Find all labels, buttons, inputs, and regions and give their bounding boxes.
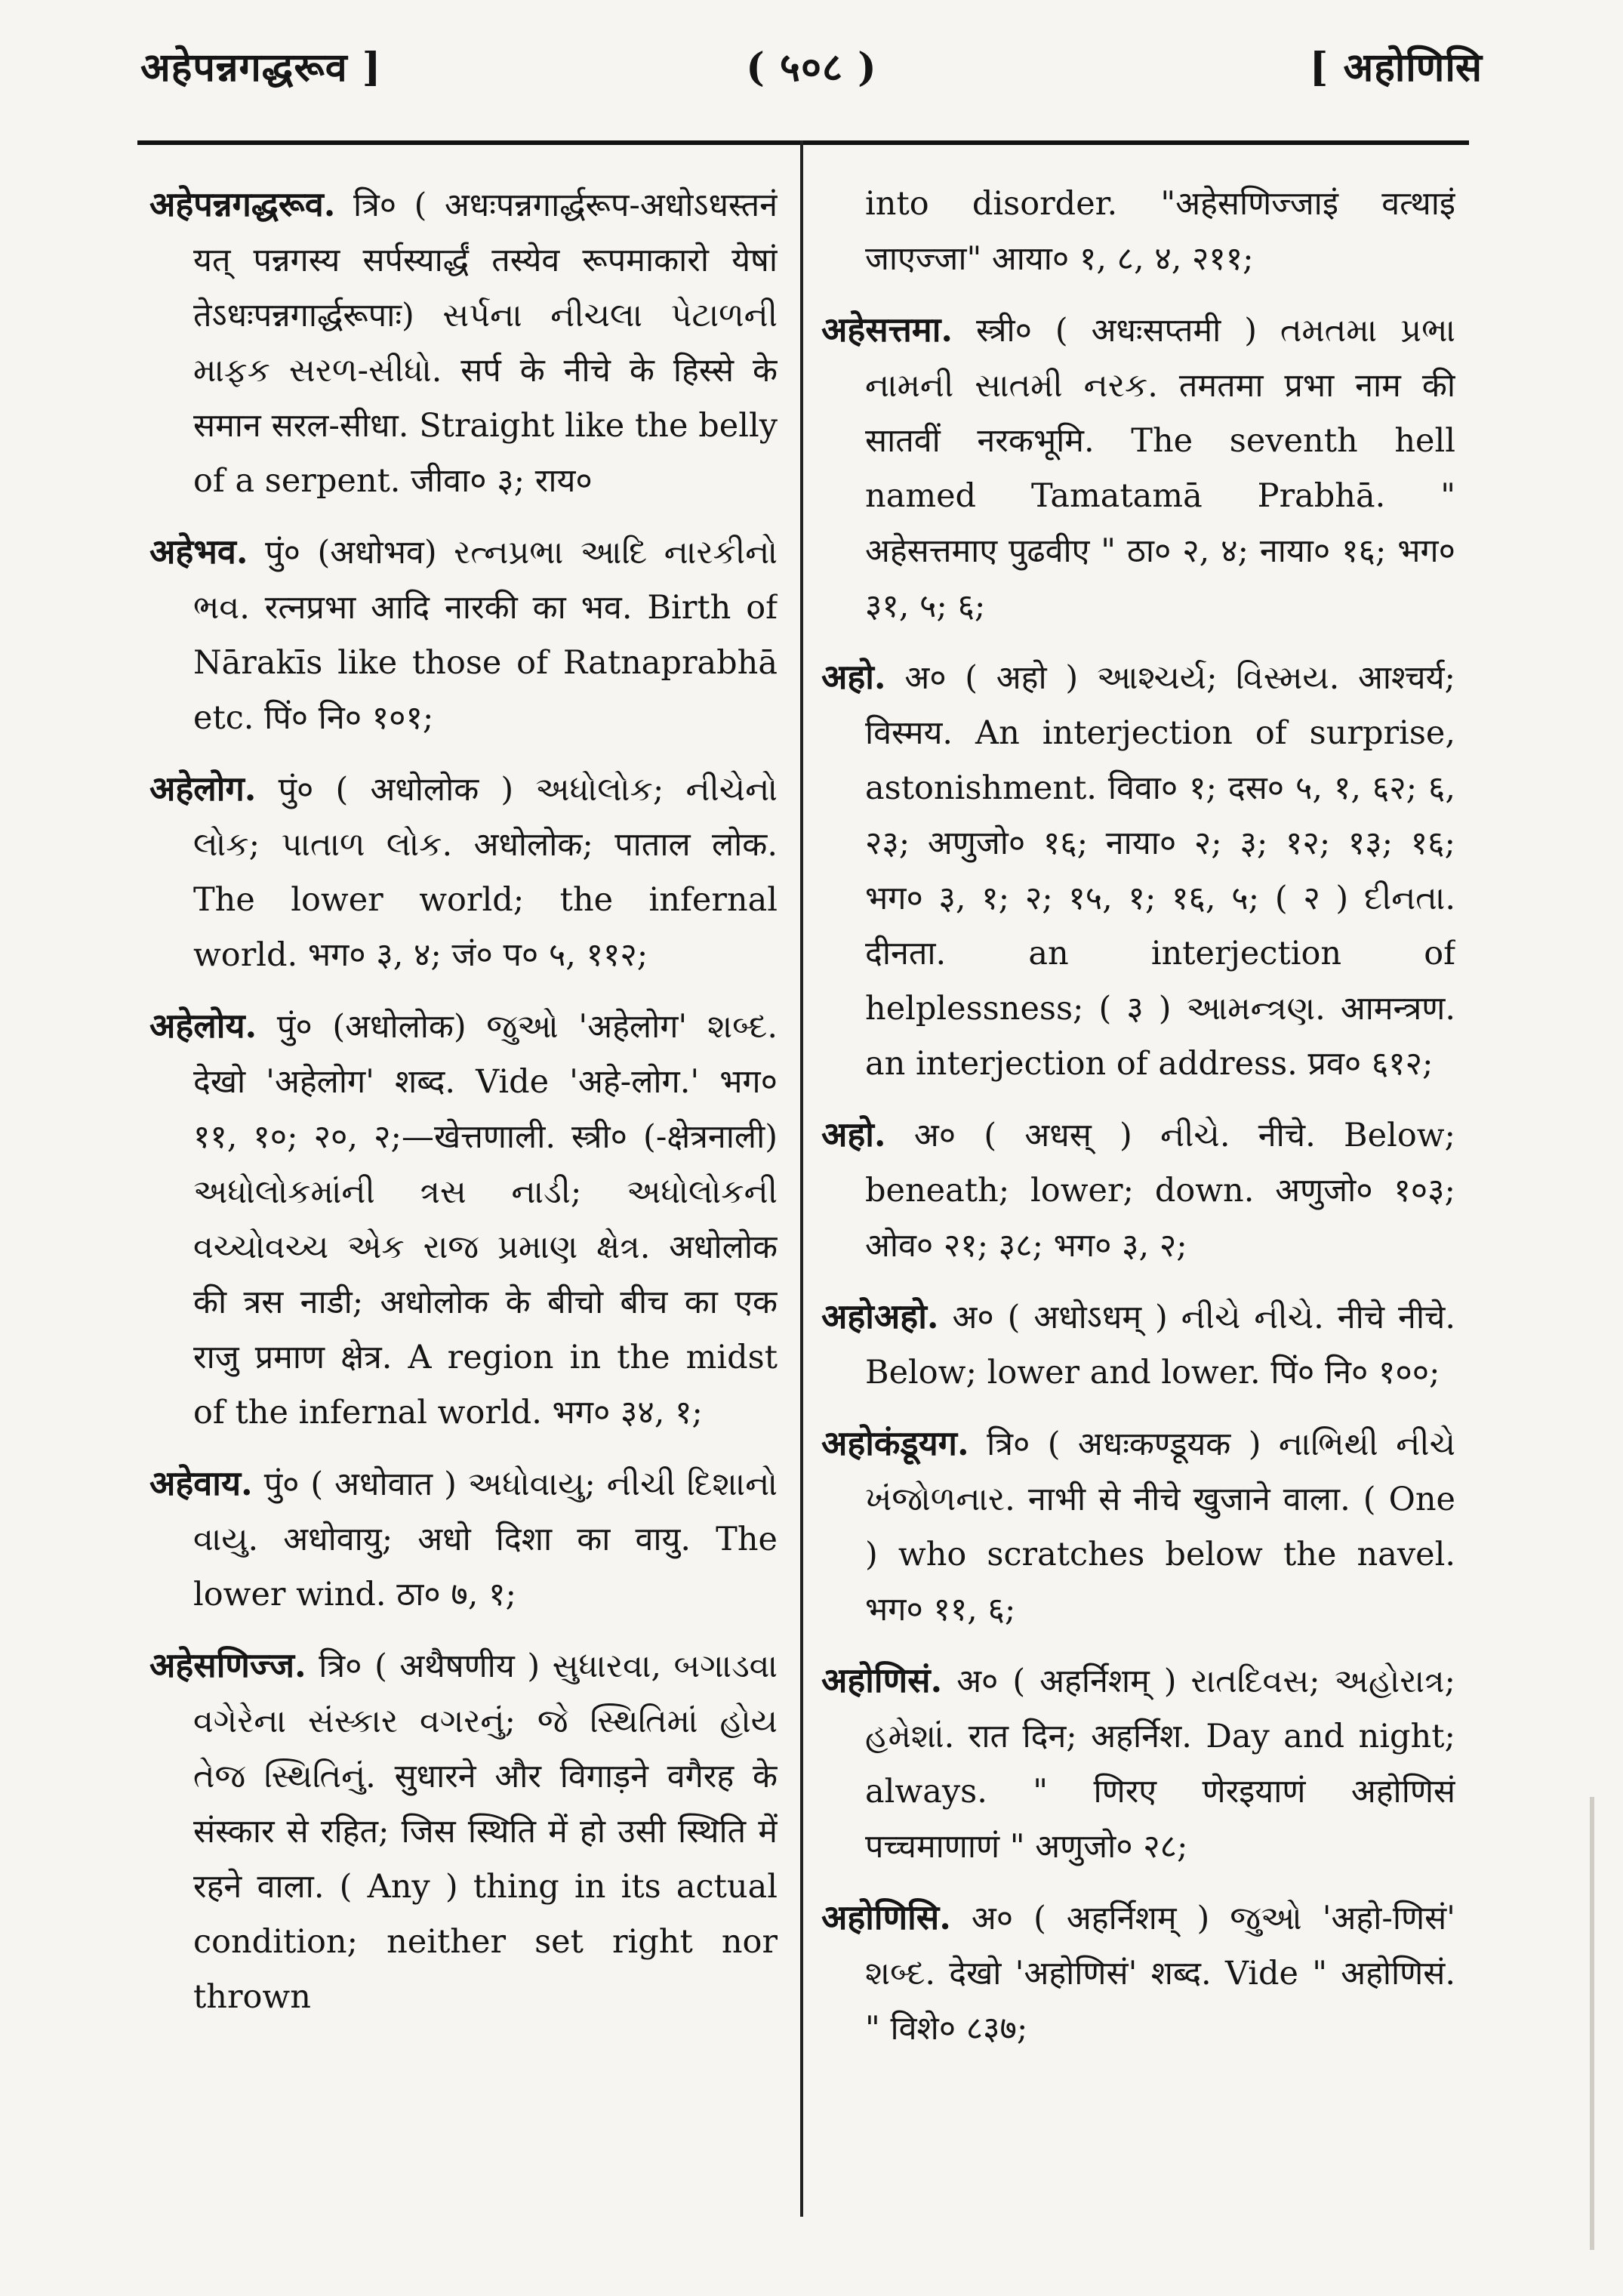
entry — [149, 524, 778, 746]
header-rule — [137, 140, 1469, 145]
entry-body: अ० ( अहो ) આશ્ચર્ય; વિસ્મય. आश्चर्य; विस्मय. An interjection of surprise, astonishment. विवा० १; दस० ५, १, ६२; ६, २३; अणुजो० १६; नाया० २; ३; १२; १३; १६; भग० ३, १; २; १५, १; १६, ५; ( २ ) દીનતા. दीनता. an interjection of helplessness; ( ३ ) આમન્ત્રણ. आमन्त्रण. an interjection of address. प्रव० ६१२; — [865, 659, 1455, 1083]
page-edge-shadow — [1590, 1797, 1594, 2250]
entry — [821, 1890, 1455, 2057]
page-number: ( ५०८ ) — [746, 45, 877, 91]
entry-body: अ० ( अहर्निशम् ) જુઓ 'अहो-णिसं' શબ્દ. देखो 'अहोणिसं' शब्द. Vide " अहोणिसं. " विशे० ८३७; — [865, 1900, 1455, 2048]
headword: अहेपन्नगद्धरूव. — [149, 184, 336, 224]
headword: अहेसणिज्ज. — [149, 1645, 306, 1685]
headword: अहेवाय. — [149, 1463, 253, 1503]
entry — [821, 1653, 1455, 1875]
entry — [821, 1289, 1455, 1401]
entry-body: त्रि० ( अधःकण्डूयक ) નાભિથી નીચે ખંજોળનાર. नाभी से नीचे खुजाने वाला. ( One ) who scratches below the navel. भग० ११, ६; — [865, 1425, 1455, 1629]
entry-body: into disorder. "अहेसणिज्जाइं वत्थाइं जाएज्जा" आया० १, ८, ४, २११; — [865, 185, 1455, 278]
headword: अहोणिसं. — [821, 1660, 943, 1700]
entry-body: अ० ( अधोऽधम् ) નીચે નીચે. नीचे नीचे. Below; lower and lower. पिं० नि० १००; — [865, 1299, 1455, 1391]
entry — [821, 649, 1455, 1092]
entry — [149, 761, 778, 983]
headword: अहोअहो. — [821, 1296, 939, 1336]
entry-body: पुं० (अधोभव) રત્નપ્રભા આદિ નારકીનો ભવ. रत्नप्रभा आदि नारकी का भव. Birth of Nārakīs like those of Ratnaprabhā etc. पिं० नि० १०१; — [193, 534, 778, 737]
headword: अहेसत्तमा. — [821, 310, 953, 350]
headword: अहो. — [821, 1114, 886, 1154]
entry-body: स्त्री० ( अधःसप्तमी ) તમતમા પ્રભા નામની સાતમી નરક. तमतमा प्रभा नाम की सातवीं नरकभूमि. The seventh hell named Tamatamā Prabhā. " अहेसत्तमाए पुढवीए " ठा० २, ४; नाया० १६; भग० ३१, ५; ६; — [865, 312, 1455, 625]
entry-body: त्रि० ( अथैषणीय ) સુધારવા, બગાડવા વગેરેના સંસ્કાર વગરનું; જે સ્થિતિમાં હોય તેજ સ્થિતિનું. सुधारने और विगाड़ने वगैरह के संस्कार से रहित; जिस स्थिति में हो उसी स्थिति में रहने वाला. ( Any ) thing in its actual condition; neither set right nor thrown — [193, 1647, 778, 2016]
entry-body: पुं० ( अधोवात ) અધોવાયુ; નીચી દિશાનો વાયુ. अधोवायु; अधो दिशा का वायु. The lower wind. ठा० ७, १; — [193, 1465, 778, 1613]
headword: अहोणिसि. — [821, 1897, 951, 1937]
entry — [821, 1416, 1455, 1638]
entry — [149, 998, 778, 1441]
left-column — [149, 177, 778, 2261]
entry — [821, 1107, 1455, 1274]
entry — [821, 302, 1455, 634]
entry — [149, 1638, 778, 2025]
entry — [149, 177, 778, 509]
running-head-right: [ अहोणिसि — [1309, 45, 1483, 91]
entry-body: पुं० (अधोलोक) જુઓ 'अहेलोग' શબ્દ. देखो 'अहेलोग' शब्द. Vide 'अहे-लोग.' भग० ११, १०; २०, २;—खेत्तणाली. स्त्री० (-क्षेत्रनाली) અધોલોકમાંની ત્રસ નાડી; અધોલોકની વચ્ચોવચ્ચ એક રાજ પ્રમાણ ક્ષેત્ર. अधोलोक की त्रस नाडी; अधोलोक के बीचो बीच का एक राजु प्रमाण क्षेत्र. A region in the midst of the infernal world. भग० ३४, १; — [193, 1008, 778, 1432]
entry — [149, 1456, 778, 1623]
running-head-left: अहेपन्नगद्धरूव ] — [140, 45, 382, 91]
entry-continuation — [821, 177, 1455, 287]
headword: अहेलोग. — [149, 769, 257, 809]
right-column — [821, 177, 1455, 2261]
headword: अहेलोय. — [149, 1006, 257, 1046]
entry-body: अ० ( अहर्निशम् ) રાતદિવસ; અહોરાત્ર; હમેશાં. रात दिन; अहर्निश. Day and night; always. " णिरए णेरइयाणं अहोणिसं पच्चमाणाणं " अणुजो० २८; — [865, 1663, 1455, 1866]
column-divider — [800, 140, 803, 2217]
headword: अहो. — [821, 657, 886, 697]
headword: अहेभव. — [149, 532, 248, 572]
entry-body: त्रि० ( अधःपन्नगार्द्धरूप-अधोऽधस्तनं यत् पन्नगस्य सर्पस्यार्द्धं तस्येव रूपमाकारो येषां तेऽधःपन्नगार्द्धरूपाः) સર્પના નીચલા પેટાળની માફક સરળ-સીધો. सर्प के नीचे के हिस्से के समान सरल-सीधा. Straight like the belly of a serpent. जीवा० ३; राय० — [193, 186, 778, 500]
headword: अहोकंडूयग. — [821, 1423, 969, 1463]
entry-body: अ० ( अधस् ) નીચે. नीचे. Below; beneath; lower; down. अणुजो० १०३; ओव० २१; ३८; भग० ३, २; — [865, 1117, 1455, 1265]
entry-body: पुं० ( अधोलोक ) અધોલોક; નીચેનો લોક; પાતાળ લોક. अधोलोक; पाताल लोक. The lower world; the infernal world. भग० ३, ४; जं० प० ५, ११२; — [193, 771, 778, 974]
